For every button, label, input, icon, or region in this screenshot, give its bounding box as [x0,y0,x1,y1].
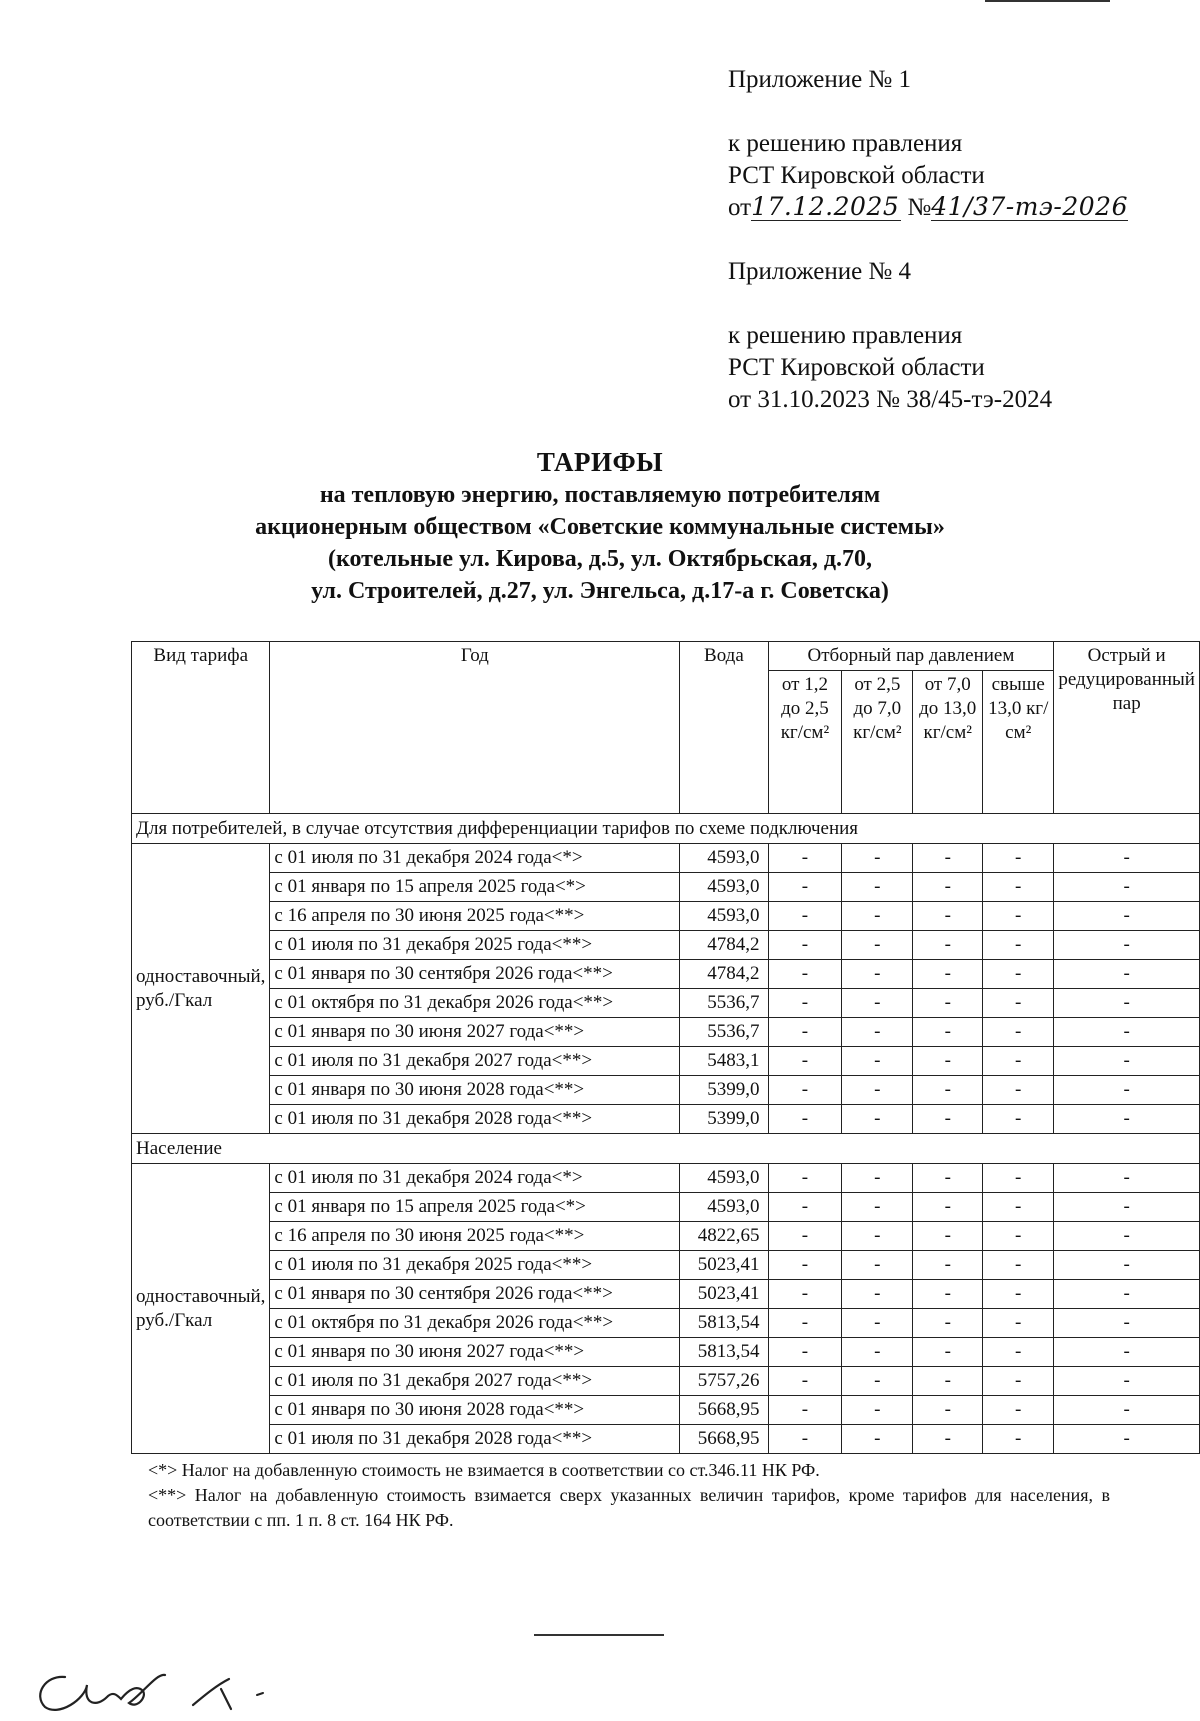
cell-water: 5813,54 [680,1309,768,1338]
cell-s2: - [842,1222,913,1251]
cell-s5: - [1054,1076,1200,1105]
cell-period: с 01 июля по 31 декабря 2024 года<*> [270,1164,680,1193]
cell-s3: - [913,844,983,873]
cell-s5: - [1054,989,1200,1018]
cell-s4: - [983,873,1054,902]
cell-s4: - [983,960,1054,989]
table-row [132,844,1200,873]
cell-s3: - [913,931,983,960]
cell-water: 5023,41 [680,1280,768,1309]
cell-period: с 01 июля по 31 декабря 2027 года<**> [270,1367,680,1396]
tariff-type-cell: одноставочный, руб./Гкал [132,844,270,1134]
handwritten-date: 17.12.2025 [751,192,900,221]
cell-s3: - [913,1425,983,1454]
cell-s5: - [1054,931,1200,960]
cell-s3: - [913,873,983,902]
cell-s5: - [1054,1396,1200,1425]
cell-water: 5483,1 [680,1047,768,1076]
cell-s2: - [842,844,913,873]
cell-s4: - [983,1338,1054,1367]
cell-water: 5399,0 [680,1076,768,1105]
cell-period: с 01 июля по 31 декабря 2025 года<**> [270,931,680,960]
cell-s3: - [913,1309,983,1338]
cell-water: 4784,2 [680,931,768,960]
cell-water: 5813,54 [680,1338,768,1367]
cell-s4: - [983,989,1054,1018]
cell-s3: - [913,1280,983,1309]
cell-s2: - [842,1076,913,1105]
cell-water: 5668,95 [680,1396,768,1425]
header-sharp-steam: Острый и редуцированный пар [1054,642,1200,814]
cell-s4: - [983,1280,1054,1309]
cell-period: с 01 января по 30 июня 2027 года<**> [270,1018,680,1047]
cell-s2: - [842,1251,913,1280]
cell-s1: - [768,1338,842,1367]
cell-water: 4784,2 [680,960,768,989]
table-row [132,1425,1200,1454]
table-row [132,1338,1200,1367]
decision-line-1: к решению правления [728,130,963,157]
cell-s3: - [913,1222,983,1251]
cell-s1: - [768,1047,842,1076]
decision-line-2: РСТ Кировской области [728,162,985,189]
cell-water: 5023,41 [680,1251,768,1280]
decision2-line-1: к решению правления [728,322,963,349]
cell-s3: - [913,1047,983,1076]
cell-s2: - [842,1280,913,1309]
footnotes [148,1458,1110,1533]
cell-water: 5757,26 [680,1367,768,1396]
cell-s4: - [983,1105,1054,1134]
cell-period: с 16 апреля по 30 июня 2025 года<**> [270,1222,680,1251]
table-row [132,1193,1200,1222]
number-prefix: № [907,194,932,221]
cell-s2: - [842,1309,913,1338]
handwritten-number: 41/37-тэ-2026 [931,192,1128,221]
cell-s5: - [1054,1105,1200,1134]
cell-s5: - [1054,1018,1200,1047]
table-row [132,1164,1200,1193]
cell-water: 5536,7 [680,1018,768,1047]
cell-period: с 01 января по 30 июня 2028 года<**> [270,1076,680,1105]
cell-s2: - [842,1367,913,1396]
title-main: ТАРИФЫ [536,447,664,477]
footnote-2: <**> Налог на добавленную стоимость взимается сверх указанных величин тарифов, кроме тарифов для населения, в соответствии с пп. 1 п. 8 ст. 164 НК РФ. [148,1485,1110,1530]
table-row [132,1280,1200,1309]
cell-s1: - [768,1076,842,1105]
signature-underline [534,1634,664,1636]
header-tariff-type: Вид тарифа [132,642,270,814]
cell-s2: - [842,1396,913,1425]
cell-s2: - [842,989,913,1018]
cell-s2: - [842,1105,913,1134]
cell-period: с 01 января по 15 апреля 2025 года<*> [270,1193,680,1222]
header-steam-1: от 1,2 до 2,5 кг/см² [768,671,842,814]
decision2-line-2: РСТ Кировской области [728,354,985,381]
cell-s1: - [768,1222,842,1251]
cell-s2: - [842,1164,913,1193]
cell-s3: - [913,1105,983,1134]
cell-s3: - [913,1076,983,1105]
cell-s3: - [913,1396,983,1425]
cell-water: 5399,0 [680,1105,768,1134]
cell-s3: - [913,902,983,931]
cell-s1: - [768,1164,842,1193]
handwritten-signature [25,1655,285,1721]
cell-s4: - [983,1425,1054,1454]
appendix-4-label: Приложение № 4 [728,258,912,285]
cell-s1: - [768,1396,842,1425]
cell-s2: - [842,1425,913,1454]
cell-s4: - [983,1251,1054,1280]
cell-s4: - [983,1164,1054,1193]
cell-s1: - [768,989,842,1018]
title-line-4: ул. Строителей, д.27, ул. Энгельса, д.17-а г. Советска) [311,578,889,604]
cell-s2: - [842,902,913,931]
cell-s5: - [1054,1425,1200,1454]
cell-s5: - [1054,844,1200,873]
cell-s5: - [1054,1193,1200,1222]
cell-s5: - [1054,1367,1200,1396]
title-line-1: на тепловую энергию, поставляемую потребителям [319,482,881,508]
cell-s1: - [768,1193,842,1222]
cell-s1: - [768,1105,842,1134]
cell-s3: - [913,1193,983,1222]
cell-period: с 16 апреля по 30 июня 2025 года<**> [270,902,680,931]
cell-s3: - [913,1164,983,1193]
header-steam-3: от 7,0 до 13,0 кг/см² [913,671,983,814]
header-steam-pressure: Отборный пар давлением [768,642,1054,671]
cell-period: с 01 января по 30 июня 2027 года<**> [270,1338,680,1367]
cell-water: 4593,0 [680,1164,768,1193]
cell-s5: - [1054,1164,1200,1193]
cell-s4: - [983,1193,1054,1222]
cell-s1: - [768,1280,842,1309]
cell-s2: - [842,960,913,989]
header-water: Вода [680,642,768,814]
cell-period: с 01 октября по 31 декабря 2026 года<**> [270,989,680,1018]
top-edge-line [985,0,1110,2]
cell-period: с 01 октября по 31 декабря 2026 года<**> [270,1309,680,1338]
cell-s4: - [983,1076,1054,1105]
cell-s5: - [1054,1047,1200,1076]
cell-s3: - [913,1367,983,1396]
section1-title: Для потребителей, в случае отсутствия дифференциации тарифов по схеме подключения [132,814,1200,844]
table-row [132,1222,1200,1251]
cell-s4: - [983,844,1054,873]
header-steam-4: свыше 13,0 кг/см² [983,671,1054,814]
cell-s2: - [842,931,913,960]
title-line-3: (котельные ул. Кирова, д.5, ул. Октябрьская, д.70, [327,546,873,572]
cell-period: с 01 июля по 31 декабря 2025 года<**> [270,1251,680,1280]
table-row [132,1047,1200,1076]
cell-s1: - [768,1367,842,1396]
cell-s5: - [1054,1309,1200,1338]
cell-s1: - [768,1018,842,1047]
table-row [132,960,1200,989]
cell-period: с 01 января по 15 апреля 2025 года<*> [270,873,680,902]
cell-s3: - [913,1338,983,1367]
cell-s4: - [983,931,1054,960]
tariff-table [131,641,1200,1454]
header-year: Год [270,642,680,814]
cell-period: с 01 января по 30 сентября 2026 года<**> [270,960,680,989]
appendix-1-label: Приложение № 1 [728,66,912,93]
cell-s5: - [1054,1251,1200,1280]
cell-s1: - [768,902,842,931]
cell-period: с 01 июля по 31 декабря 2028 года<**> [270,1105,680,1134]
table-row [132,1396,1200,1425]
cell-s5: - [1054,1338,1200,1367]
cell-s2: - [842,1047,913,1076]
table-row [132,873,1200,902]
cell-s2: - [842,1338,913,1367]
cell-s3: - [913,989,983,1018]
cell-water: 4822,65 [680,1222,768,1251]
cell-period: с 01 июля по 31 декабря 2028 года<**> [270,1425,680,1454]
table-row [132,1018,1200,1047]
date-prefix: от [728,194,752,221]
table-row [132,1367,1200,1396]
table-row [132,989,1200,1018]
cell-s3: - [913,1251,983,1280]
cell-period: с 01 января по 30 сентября 2026 года<**> [270,1280,680,1309]
cell-s5: - [1054,873,1200,902]
cell-s4: - [983,1018,1054,1047]
cell-s2: - [842,1018,913,1047]
cell-s4: - [983,1222,1054,1251]
cell-s2: - [842,1193,913,1222]
footnote-1: <*> Налог на добавленную стоимость не взимается в соответствии со ст.346.11 НК РФ. [148,1460,820,1480]
cell-s1: - [768,1251,842,1280]
cell-s5: - [1054,1280,1200,1309]
table-row [132,1251,1200,1280]
cell-water: 4593,0 [680,873,768,902]
tariff-type-cell: одноставочный, руб./Гкал [132,1164,270,1454]
header-steam-2: от 2,5 до 7,0 кг/см² [842,671,913,814]
cell-s1: - [768,844,842,873]
cell-period: с 01 июля по 31 декабря 2027 года<**> [270,1047,680,1076]
section2-title: Население [132,1134,1200,1164]
cell-water: 5536,7 [680,989,768,1018]
table-row [132,1309,1200,1338]
decision-date-line [728,192,1128,224]
table-row [132,902,1200,931]
cell-s1: - [768,873,842,902]
cell-water: 4593,0 [680,902,768,931]
cell-s1: - [768,1425,842,1454]
cell-s4: - [983,1047,1054,1076]
title-line-2: акционерным обществом «Советские коммунальные системы» [255,514,945,540]
cell-s4: - [983,1396,1054,1425]
cell-s4: - [983,902,1054,931]
cell-water: 4593,0 [680,844,768,873]
cell-s3: - [913,960,983,989]
decision2-line-3: от 31.10.2023 № 38/45-тэ-2024 [728,386,1053,413]
cell-s1: - [768,1309,842,1338]
cell-s1: - [768,931,842,960]
cell-water: 5668,95 [680,1425,768,1454]
cell-period: с 01 января по 30 июня 2028 года<**> [270,1396,680,1425]
cell-s5: - [1054,960,1200,989]
cell-s3: - [913,1018,983,1047]
document-title [0,445,1200,607]
table-row [132,1076,1200,1105]
table-row [132,1105,1200,1134]
table-row [132,931,1200,960]
cell-s1: - [768,960,842,989]
cell-s5: - [1054,1222,1200,1251]
cell-s2: - [842,873,913,902]
cell-s4: - [983,1309,1054,1338]
cell-s5: - [1054,902,1200,931]
cell-water: 4593,0 [680,1193,768,1222]
cell-period: с 01 июля по 31 декабря 2024 года<*> [270,844,680,873]
cell-s4: - [983,1367,1054,1396]
